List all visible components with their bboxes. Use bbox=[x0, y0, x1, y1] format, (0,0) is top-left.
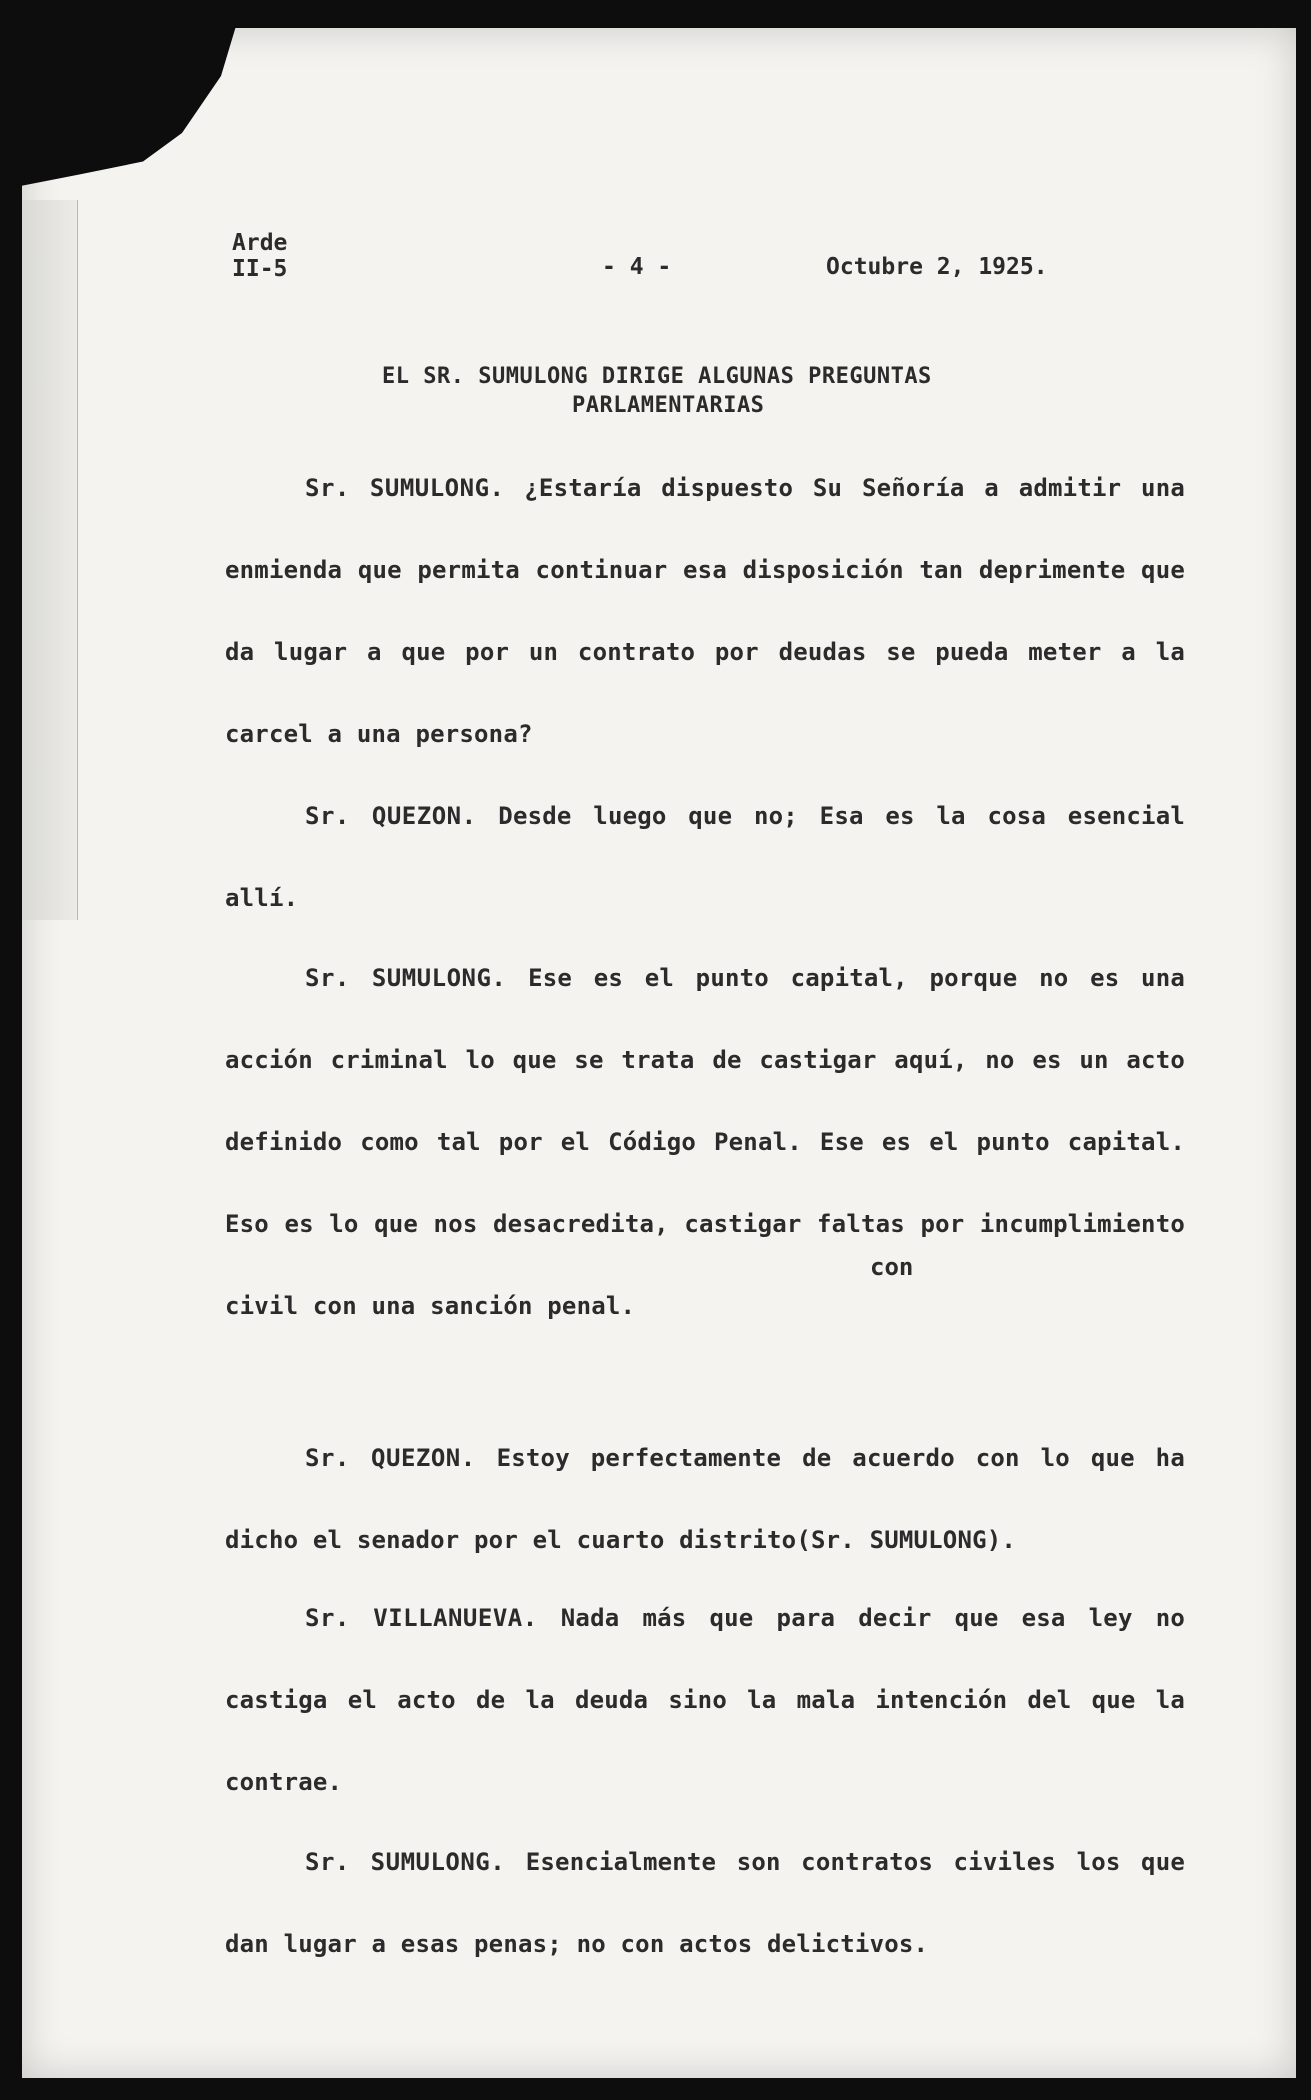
paragraph-text: Estoy perfectamente de acuerdo con lo que ha dicho el senador por el cuarto distrito(Sr. SUMULONG). bbox=[225, 1444, 1185, 1554]
paragraph-1 bbox=[225, 447, 1185, 775]
paragraph-text: ¿Estaría dispuesto Su Señoría a admitir una enmienda que permita continuar esa disposición tan deprimente que da lugar a que por un contrato por deudas se pueda meter a la carcel a una persona? bbox=[225, 474, 1186, 748]
section-title-line1: EL SR. SUMULONG DIRIGE ALGUNAS PREGUNTAS bbox=[382, 364, 932, 389]
document-date: Octubre 2, 1925. bbox=[826, 254, 1048, 280]
paragraph-5 bbox=[225, 1577, 1185, 1823]
page-number: - 4 - bbox=[602, 254, 672, 280]
paragraph-2 bbox=[225, 775, 1185, 939]
speaker-name: Sr. SUMULONG. bbox=[305, 474, 505, 502]
speaker-name: Sr. QUEZON. bbox=[305, 1444, 476, 1472]
paragraph-6 bbox=[225, 1821, 1185, 1985]
section-title-line2: PARLAMENTARIAS bbox=[572, 393, 765, 418]
paragraph-text: Esencialmente son contratos civiles los que dan lugar a esas penas; no con actos delictivos. bbox=[225, 1848, 1186, 1958]
speaker-name: Sr. SUMULONG. bbox=[305, 964, 507, 992]
speaker-name: Sr. QUEZON. bbox=[305, 802, 477, 830]
interlinear-correction: con bbox=[870, 1253, 914, 1281]
speaker-name: Sr. SUMULONG. bbox=[305, 1848, 506, 1876]
paragraph-3 bbox=[225, 937, 1185, 1347]
header-left-line2: II-5 bbox=[232, 256, 288, 282]
speaker-name: Sr. VILLANUEVA. bbox=[305, 1604, 538, 1632]
paragraph-text: Desde luego que no; Esa es la cosa esencial allí. bbox=[225, 802, 1185, 912]
paragraph-text: Ese es el punto capital, porque no es una acción criminal lo que se trata de castigar aquí, no es un acto definido como tal por el Código Penal. Ese es el punto capital. Eso es lo que nos desacredita, castigar faltas por incumplimiento civil con una sanción penal. bbox=[225, 964, 1185, 1320]
paragraph-4 bbox=[225, 1417, 1185, 1581]
paragraph-text: Nada más que para decir que esa ley no castiga el acto de la deuda sino la mala intención del que la contrae. bbox=[225, 1604, 1185, 1796]
header-left-line1: Arde bbox=[232, 230, 288, 256]
